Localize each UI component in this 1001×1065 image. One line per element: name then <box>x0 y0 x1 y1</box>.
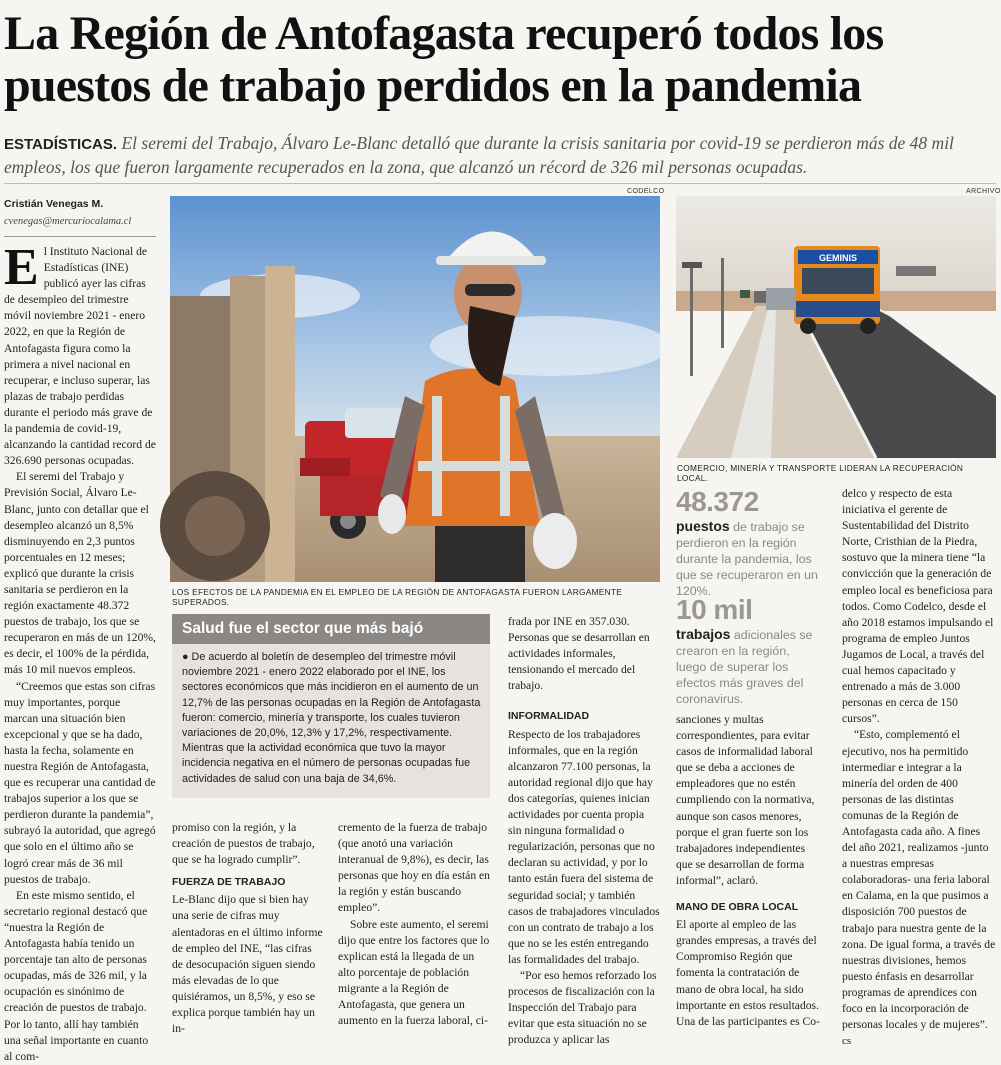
deck-kicker: ESTADÍSTICAS. <box>4 136 118 153</box>
side-photo <box>676 196 996 458</box>
deck-divider <box>4 183 996 184</box>
stat-number: 48.372 <box>676 486 759 517</box>
sidebar-box <box>172 614 490 798</box>
paragraph: Le-Blanc dijo que si bien hay una serie de cifras muy alentadoras en el último informe de empleo del INE, “las cifras de desocupación siguen siendo más elevadas de lo que quisiéramos, un 8,5%, y eso se explica porque también hay un in- <box>172 893 323 1036</box>
sidebar-box-text: De acuerdo al boletín de desempleo del trimestre móvil noviembre 2021 - enero 2022 elaborado por el INE, los sectores económicos que más incidieron en el aumento de un 12,7% de las personas ocupadas en la Región de Antofagasta fueron: comercio, minería y transporte, los cuales tuvieron variaciones de 20,0%, 12,3% y 17,2%, respectivamente. Mientras que la actividad económica que tuvo la mayor incidencia negativa en el número de personas ocupadas fue actividades de salud con una baja de 34,6%. <box>182 651 481 785</box>
article-column-2 <box>172 820 324 1037</box>
subheading: FUERZA DE TRABAJO <box>172 876 286 889</box>
article-column-3 <box>338 820 490 1029</box>
article-column-1 <box>4 239 156 1065</box>
paragraph: El aporte al empleo de las grandes empresas, a través del Compromiso Región que fomenta la contratación de mano de obra local, ha sido importante en estos resultados. Una de las participantes es Co- <box>676 918 820 1028</box>
deck <box>4 132 996 179</box>
sidebar-box-title: Salud fue el sector que más bajó <box>172 614 490 644</box>
stat-block-2 <box>676 594 822 707</box>
article-column-5 <box>676 712 822 1030</box>
worker-photo-image <box>170 196 660 582</box>
truck-highway-image <box>676 196 996 458</box>
main-photo <box>170 196 660 582</box>
end-mark: cs <box>842 1035 852 1048</box>
paragraph: cremento de la fuerza de trabajo (que anotó una variación interanual de 9,8%), es decir, las personas que hoy en día están en la región y están buscando empleo”. <box>338 821 490 915</box>
bullet-icon: ● <box>182 651 192 663</box>
paragraph: l Instituto Nacional de Estadísticas (INE) publicó ayer las cifras de desempleo del trimestre móvil noviembre 2021 - enero 2022, en que la Región de Antofagasta figura como la primera a nivel nacional en recuperar, e incluso superar, las plazas de trabajo perdidas durante el periodo más grave de la pandemia de covid-19, alcanzando la cantidad record de 326.690 personas ocupadas. <box>4 245 156 468</box>
sidebar-box-body <box>182 650 484 787</box>
article-column-6 <box>842 486 996 1049</box>
subheading: MANO DE OBRA LOCAL <box>676 901 799 914</box>
paragraph: Respecto de los trabajadores informales, que en la región alcanzaron 77.100 personas, la autoridad regional dijo que hay dos categorías, quienes inician actividades por cuenta propia sin ninguna formalidad o regularización, personas que no declaran su actividad, y por lo tanto están fuera del sistema de seguridad social; y también casos de trabajadores vinculados con un contrato de trabajo a los que no se les estén entregando las formalidades del trabajo. <box>508 727 660 966</box>
paragraph: En este mismo sentido, el secretario regional destacó que “nuestra la Región de Antofagasta había tenido un porcentaje tan alto de personas ocupadas, más de 326 mil, y la ocupación es sinónimo de creación de puestos de trabajo. Por lo tanto, allí hay también una señal importante en cuanto al com- <box>4 888 149 1063</box>
paragraph: “Esto, complementó el ejecutivo, nos ha permitido intermediar e integrar a la minería del orden de 400 personas de las distintas comunas de la Región de Antofagasta cada año. A fines del año 2021, realizamos -junto a nuestras empresas colaboradoras- una feria laboral en Calama, en la que pusimos a disposición 700 puestos de trabajo para nuestra gente de la zona. De igual forma, a través de nuestras divisiones, hemos puesto énfasis en desarrollar programas de aprendices con foco en la incorporación de personas locales y de mujeres”. cs <box>842 728 996 1048</box>
stat-block-1 <box>676 486 822 599</box>
paragraph: sanciones y multas correspondientes, para evitar casos de informalidad laboral que se deba a acciones de empleadores que no estén cumpliendo con la normativa, aunque son casos menores, porque el gran fuerte son los trabajadores independientes que se desarrollan de forma informal”, aclaró. <box>676 713 815 887</box>
paragraph: promiso con la región, y la creación de puestos de trabajo, que se ha logrado cumplir”. <box>172 821 315 867</box>
paragraph: “Creemos que estas son cifras muy importantes, porque marcan una situación bien excepcional y que se ha dado, hasta la fecha, solamente en nuestra Región de Antofagasta, que es recuperar una cantidad de trabajos superior a los que se perdieron durante la pandemia”, subrayó la autoridad, que agregó que solo en el último año se logró crear más de 36 mil puestos de trabajo. <box>4 679 156 886</box>
paragraph: “Por eso hemos reforzado los procesos de fiscalización con la Inspección del Trabajo para evitar que esta situación no se produzca y aplicar las <box>508 968 657 1047</box>
photo-credit: ARCHIVO <box>966 188 1001 195</box>
side-photo-caption: COMERCIO, MINERÍA Y TRANSPORTE LIDERAN LA RECUPERACIÓN LOCAL. <box>677 463 964 483</box>
headline: La Región de Antofagasta recuperó todos los puestos de trabajo perdidos en la pandemia <box>4 7 884 112</box>
stat-description: trabajos adicionales se crearon en la región, luego de superar los efectos más graves del coronavirus. <box>676 626 813 706</box>
article-column-4 <box>508 614 660 1048</box>
paragraph: frada por INE en 357.030. Personas que se desarrollan en actividades informales, tensionando el mercado del trabajo. <box>508 615 650 693</box>
photo-credit: CODELCO <box>627 188 665 195</box>
truck-text: GEMINIS <box>818 253 858 263</box>
stat-description: puestos de trabajo se perdieron en la región durante la pandemia, los que se recuperaron en un 120%. <box>676 518 818 598</box>
byline-divider <box>4 236 156 237</box>
deck-text: El seremi del Trabajo, Álvaro Le-Blanc detalló que durante la crisis sanitaria por covid-19 se perdieron más de 48 mil empleos, los que fueron largamente recuperados en la zona, que alcanzó un récord de 326 mil personas ocupadas. <box>4 133 954 177</box>
drop-cap: E <box>4 239 39 296</box>
byline-email[interactable]: cvenegas@mercuriocalama.cl <box>4 216 132 227</box>
subheading: INFORMALIDAD <box>508 710 590 723</box>
byline-author: Cristián Venegas M. <box>4 198 104 210</box>
main-photo-caption: LOS EFECTOS DE LA PANDEMIA EN EL EMPLEO DE LA REGIÓN DE ANTOFAGASTA FUERON LARGAMENTE SUPERADOS. <box>172 587 623 607</box>
paragraph: delco y respecto de esta iniciativa el gerente de Sustentabilidad del Distrito Norte, Cristhian de la Piedra, sostuvo que la minera tiene “la convicción que la generación de empleo local es beneficiosa para todos. Como Codelco, desde el año 2018 estamos impulsando el programa de empleo Juntos Jugamos de Local, a través del cual hemos capacitado y entrenado a más de 3.000 personas en cerca de 150 cursos”. <box>842 487 994 726</box>
stat-number: 10 mil <box>676 594 753 625</box>
paragraph: El seremi del Trabajo y Previsión Social, Álvaro Le-Blanc, junto con detallar que el desempleo alcanzó un 8,5% disminuyendo en 2,3 puntos porcentuales en 12 meses; explicó que durante la crisis sanitaria se perdieron en la región exactamente 48.372 puestos de trabajo, los que se recuperaron en más de un 120%, es decir, el 100% de la pérdida, más 10 mil nuevos empleos. <box>4 470 156 677</box>
paragraph: Sobre este aumento, el seremi dijo que entre los factores que lo explican está la llegada de un alto porcentaje de población migrante a la Región de Antofagasta, que genera un aumento en la fuerza laboral, ci- <box>338 917 490 1028</box>
